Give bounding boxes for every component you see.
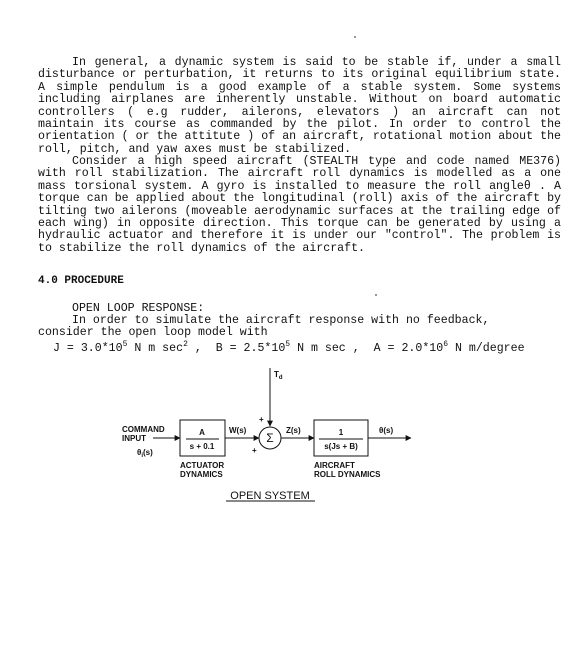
param-j-exponent: 5: [122, 340, 128, 349]
procedure-text-line-1: In order to simulate the aircraft response with no feedback,: [72, 314, 490, 327]
param-a-units: N m/degree: [448, 341, 525, 355]
aircraft-numerator: 1: [338, 428, 344, 437]
intro-paragraph-1: [38, 57, 561, 156]
scan-speck: [354, 36, 356, 38]
procedure-text: [38, 315, 561, 340]
section-heading: 4.0 PROCEDURE: [38, 275, 124, 287]
param-j-units-exponent: 2: [183, 340, 188, 349]
disturbance-symbol: T: [274, 370, 279, 379]
actuator-label-2: DYNAMICS: [180, 470, 223, 479]
intro-paragraph-2: [38, 156, 561, 255]
input-label: INPUT: [122, 434, 146, 443]
param-j: J = 3.0*10: [53, 341, 123, 355]
intro-paragraph-1-text: In general, a dynamic system is said to be stable if, under a small disturbance or perturbation, it returns to its original equilibrium state. A simple pendulum is a good example of a stable system. Some systems including airplanes are inherently unstable. Without on board automatic controllers ( e.g rudder, ailerons, elevators ) an aircraft can not maintain its course as commanded by the pilot. In order to control the orientation ( or the attitute ) of an aircraft, rotational motion about the roll, pitch, and yaw axes must be stabilized.: [38, 56, 561, 156]
plus-sign-top: +: [259, 415, 264, 424]
param-b-exponent: 5: [285, 340, 291, 349]
aircraft-label-2: ROLL DYNAMICS: [314, 470, 381, 479]
param-separator: ,: [187, 341, 216, 355]
disturbance-label: [274, 370, 283, 381]
actuator-label-1: ACTUATOR: [180, 461, 225, 470]
disturbance-subscript: d: [278, 375, 283, 381]
input-signal-label: [137, 448, 153, 459]
w-signal-label: W(s): [229, 426, 247, 435]
actuator-denominator: s + 0.1: [189, 442, 215, 451]
procedure-text-line-2: consider the open loop model with: [38, 326, 268, 340]
sum-symbol: Σ: [266, 431, 274, 445]
scan-speck-2: [375, 294, 377, 296]
input-signal-symbol: θ: [137, 448, 142, 457]
plus-sign-left: +: [252, 446, 257, 455]
open-loop-block-diagram: [0, 360, 579, 520]
procedure-subheading: OPEN LOOP RESPONSE:: [72, 302, 205, 315]
z-signal-label: Z(s): [286, 426, 301, 435]
param-b-units: N m sec: [290, 341, 346, 355]
aircraft-label-1: AIRCRAFT: [314, 461, 355, 470]
input-signal-argument: (s): [143, 448, 153, 457]
param-j-units: N m sec: [127, 341, 184, 355]
input-signal-subscript: i: [141, 453, 143, 459]
parameter-line: [53, 339, 525, 355]
intro-paragraph-2-text: Consider a high speed aircraft (STEALTH type and code named ME376) with roll stabilization. The aircraft roll dynamics is modelled as a one mass torsional system. A gyro is installed to measure the roll angleθ . A torque can be applied about the longitudinal (roll) axis of the aircraft by tilting two ailerons (moveable aerodynamic surfaces at the trailing edge of each wing) in opposite direction. This torque can be generated by using a hydraulic actuator and therefore it is under our "control". The problem is to stabilize the roll dynamics of the aircraft.: [38, 155, 561, 255]
diagram-title: OPEN SYSTEM: [230, 490, 310, 502]
output-signal-label: θ(s): [379, 426, 394, 435]
param-a-exponent: 6: [443, 340, 449, 349]
param-a: A = 2.0*10: [373, 341, 444, 355]
param-b: B = 2.5*10: [215, 341, 286, 355]
param-separator: ,: [345, 341, 374, 355]
actuator-numerator: A: [199, 428, 205, 437]
aircraft-denominator: s(Js + B): [324, 442, 358, 451]
command-label: COMMAND: [122, 425, 165, 434]
